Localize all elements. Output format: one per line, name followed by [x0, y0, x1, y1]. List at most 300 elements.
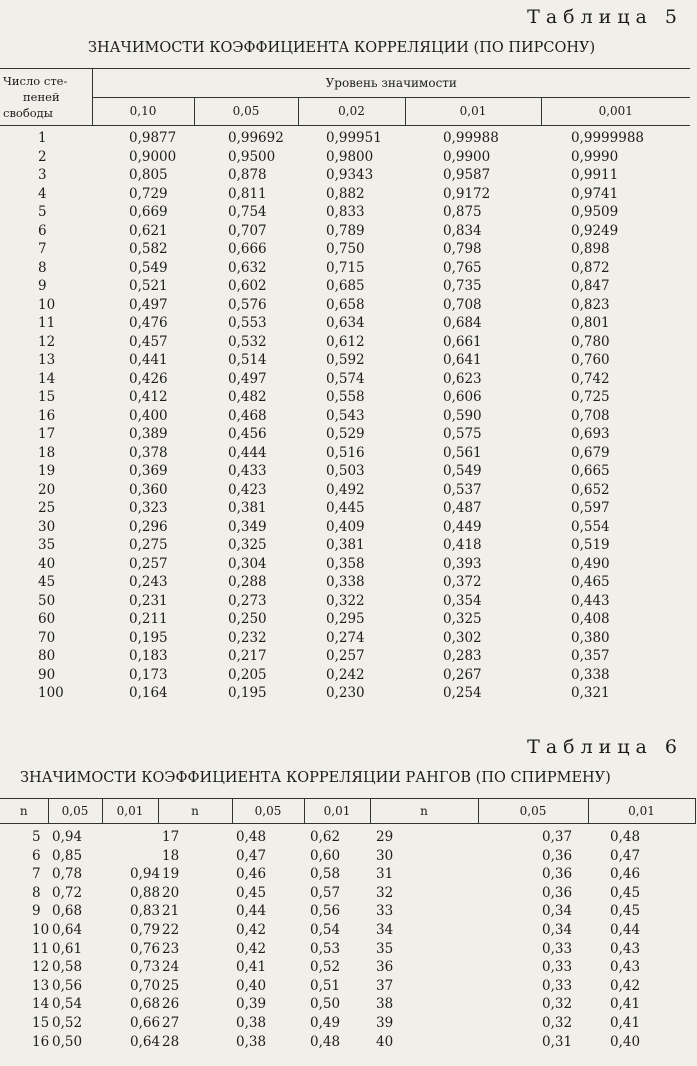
table-row: [0, 1033, 695, 1052]
critical-value-cell: 0,423: [228, 481, 267, 498]
critical-value-cell: 0,621: [129, 222, 168, 239]
critical-value-cell: 0,9500: [228, 148, 276, 165]
table-row: [0, 1014, 695, 1033]
n-cell: 37: [376, 977, 394, 994]
degrees-of-freedom-cell: 19: [38, 463, 56, 479]
critical-value-cell: 0,195: [228, 685, 267, 701]
critical-value-cell: 0,230: [326, 685, 365, 701]
critical-value-cell: 0,532: [228, 333, 267, 350]
n-cell: 14: [32, 996, 50, 1013]
n-cell: 25: [162, 977, 180, 994]
critical-value-cell: 0,257: [129, 555, 168, 572]
critical-value-cell: 0,53: [310, 940, 341, 957]
table-row: [0, 370, 690, 389]
critical-value-cell: 0,164: [129, 685, 168, 701]
critical-value-cell: 0,9000: [129, 148, 177, 165]
critical-value-cell: 0,360: [129, 481, 168, 498]
table-row: [0, 407, 690, 426]
table-row: [0, 240, 690, 259]
critical-value-cell: 0,503: [326, 463, 365, 479]
table-row: [0, 592, 690, 611]
n-cell: 35: [376, 940, 394, 957]
critical-value-cell: 0,519: [571, 537, 610, 553]
table-row: [0, 995, 695, 1014]
critical-value-cell: 0,173: [129, 666, 168, 683]
critical-value-cell: 0,754: [228, 204, 267, 220]
n-cell: 19: [162, 866, 180, 883]
critical-value-cell: 0,231: [129, 592, 168, 609]
critical-value-cell: 0,729: [129, 185, 168, 202]
critical-value-cell: 0,492: [326, 481, 365, 498]
critical-value-cell: 0,380: [571, 629, 610, 646]
n-cell: 21: [162, 903, 180, 920]
degrees-of-freedom-cell: 3: [38, 167, 47, 183]
critical-value-cell: 0,9877: [129, 130, 177, 146]
critical-value-cell: 0,56: [52, 977, 83, 994]
table-row: [0, 203, 690, 222]
degrees-of-freedom-cell: 5: [38, 204, 47, 220]
critical-value-cell: 0,358: [326, 555, 365, 572]
degrees-of-freedom-cell: 9: [38, 278, 47, 294]
n-cell: 15: [32, 1014, 50, 1031]
critical-value-cell: 0,41: [236, 959, 267, 976]
degrees-of-freedom-cell: 80: [38, 648, 56, 664]
critical-value-cell: 0,296: [129, 518, 168, 535]
critical-value-cell: 0,44: [610, 921, 641, 938]
critical-value-cell: 0,79: [130, 921, 161, 938]
critical-value-cell: 0,652: [571, 481, 610, 498]
degrees-of-freedom-cell: 45: [38, 574, 56, 590]
significance-level: 0,01: [102, 799, 158, 824]
critical-value-cell: 0,558: [326, 389, 365, 405]
critical-value-cell: 0,99692: [228, 130, 284, 146]
table-row: [0, 314, 690, 333]
critical-value-cell: 0,58: [310, 866, 341, 883]
critical-value-cell: 0,685: [326, 278, 365, 294]
critical-value-cell: 0,708: [571, 407, 610, 424]
critical-value-cell: 0,482: [228, 389, 267, 405]
critical-value-cell: 0,43: [610, 940, 641, 957]
critical-value-cell: 0,45: [610, 903, 641, 920]
critical-value-cell: 0,48: [310, 1033, 341, 1050]
critical-value-cell: 0,742: [571, 370, 610, 387]
n-header: n: [370, 799, 478, 824]
df-header: Число сте- пеней свободы: [0, 69, 92, 126]
critical-value-cell: 0,834: [443, 222, 482, 239]
table-row: [0, 902, 695, 921]
critical-value-cell: 0,393: [443, 555, 482, 572]
critical-value-cell: 0,553: [228, 315, 267, 331]
critical-value-cell: 0,465: [571, 574, 610, 590]
critical-value-cell: 0,409: [326, 518, 365, 535]
degrees-of-freedom-cell: 15: [38, 389, 56, 405]
critical-value-cell: 0,641: [443, 352, 482, 368]
spearman-table: [0, 798, 696, 1051]
n-cell: 26: [162, 996, 180, 1013]
critical-value-cell: 0,537: [443, 481, 482, 498]
table-row: [0, 573, 690, 592]
table-row: [0, 296, 690, 315]
n-header: n: [0, 799, 48, 824]
critical-value-cell: 0,43: [610, 959, 641, 976]
critical-value-cell: 0,257: [326, 648, 365, 664]
n-cell: 10: [32, 921, 50, 938]
table-row: [0, 847, 695, 866]
critical-value-cell: 0,33: [542, 977, 573, 994]
table-row: [0, 977, 695, 996]
critical-value-cell: 0,78: [52, 866, 83, 883]
critical-value-cell: 0,521: [129, 278, 168, 294]
degrees-of-freedom-cell: 40: [38, 555, 56, 572]
table-row: [0, 884, 695, 903]
critical-value-cell: 0,39: [236, 996, 267, 1013]
n-cell: 38: [376, 996, 394, 1013]
critical-value-cell: 0,811: [228, 185, 267, 202]
critical-value-cell: 0,823: [571, 296, 610, 313]
critical-value-cell: 0,36: [542, 866, 573, 883]
critical-value-cell: 0,9990: [571, 148, 619, 165]
critical-value-cell: 0,441: [129, 352, 168, 368]
critical-value-cell: 0,9172: [443, 185, 491, 202]
table-row: [0, 277, 690, 296]
degrees-of-freedom-cell: 30: [38, 518, 56, 535]
table-row: [0, 259, 690, 278]
critical-value-cell: 0,898: [571, 241, 610, 257]
n-cell: 12: [32, 959, 50, 976]
critical-value-cell: 0,288: [228, 574, 267, 590]
critical-value-cell: 0,457: [129, 333, 168, 350]
n-cell: 9: [32, 903, 41, 920]
critical-value-cell: 0,9741: [571, 185, 619, 202]
n-cell: 23: [162, 940, 180, 957]
critical-value-cell: 0,338: [326, 574, 365, 590]
critical-value-cell: 0,38: [236, 1033, 267, 1050]
critical-value-cell: 0,183: [129, 648, 168, 664]
critical-value-cell: 0,60: [310, 847, 341, 864]
critical-value-cell: 0,52: [52, 1014, 83, 1031]
critical-value-cell: 0,602: [228, 278, 267, 294]
critical-value-cell: 0,715: [326, 259, 365, 276]
critical-value-cell: 0,45: [236, 884, 267, 901]
critical-value-cell: 0,408: [571, 611, 610, 627]
critical-value-cell: 0,46: [236, 866, 267, 883]
degrees-of-freedom-cell: 16: [38, 407, 56, 424]
n-cell: 33: [376, 903, 394, 920]
critical-value-cell: 0,592: [326, 352, 365, 368]
critical-value-cell: 0,85: [52, 847, 83, 864]
n-cell: 13: [32, 977, 50, 994]
critical-value-cell: 0,623: [443, 370, 482, 387]
degrees-of-freedom-cell: 70: [38, 629, 56, 646]
critical-value-cell: 0,48: [236, 829, 267, 845]
critical-value-cell: 0,516: [326, 444, 365, 461]
critical-value-cell: 0,250: [228, 611, 267, 627]
table-row: [0, 518, 690, 537]
critical-value-cell: 0,433: [228, 463, 267, 479]
critical-value-cell: 0,40: [236, 977, 267, 994]
degrees-of-freedom-cell: 50: [38, 592, 56, 609]
critical-value-cell: 0,576: [228, 296, 267, 313]
critical-value-cell: 0,554: [571, 518, 610, 535]
critical-value-cell: 0,68: [52, 903, 83, 920]
n-cell: 24: [162, 959, 180, 976]
critical-value-cell: 0,9911: [571, 167, 619, 183]
n-cell: 7: [32, 866, 41, 883]
critical-value-cell: 0,381: [228, 500, 267, 516]
degrees-of-freedom-cell: 14: [38, 370, 56, 387]
critical-value-cell: 0,283: [443, 648, 482, 664]
critical-value-cell: 0,514: [228, 352, 267, 368]
critical-value-cell: 0,302: [443, 629, 482, 646]
n-cell: 18: [162, 847, 180, 864]
critical-value-cell: 0,37: [542, 829, 573, 845]
critical-value-cell: [102, 824, 158, 847]
table-row: [0, 629, 690, 648]
critical-value-cell: 0,378: [129, 444, 168, 461]
critical-value-cell: 0,847: [571, 278, 610, 294]
critical-value-cell: 0,61: [52, 940, 83, 957]
n-cell: 17: [162, 829, 180, 845]
critical-value-cell: 0,47: [610, 847, 641, 864]
table-row: [0, 444, 690, 463]
n-cell: 20: [162, 884, 180, 901]
critical-value-cell: 0,254: [443, 685, 482, 701]
degrees-of-freedom-cell: 25: [38, 500, 56, 516]
critical-value-cell: 0,50: [310, 996, 341, 1013]
critical-value-cell: 0,88: [130, 884, 161, 901]
critical-value-cell: 0,99988: [443, 130, 499, 146]
n-cell: 34: [376, 921, 394, 938]
critical-value-cell: 0,41: [610, 1014, 641, 1031]
critical-value-cell: 0,99951: [326, 130, 382, 146]
critical-value-cell: 0,57: [310, 884, 341, 901]
critical-value-cell: 0,805: [129, 167, 168, 183]
n-cell: 5: [32, 829, 41, 845]
critical-value-cell: 0,443: [571, 592, 610, 609]
critical-value-cell: 0,750: [326, 241, 365, 257]
critical-value-cell: 0,205: [228, 666, 267, 683]
critical-value-cell: 0,56: [310, 903, 341, 920]
significance-level: 0,10: [92, 97, 194, 126]
n-cell: 40: [376, 1033, 394, 1050]
significance-level-header: Уровень значимости: [92, 69, 690, 98]
n-cell: 30: [376, 847, 394, 864]
critical-value-cell: 0,549: [443, 463, 482, 479]
critical-value-cell: 0,36: [542, 884, 573, 901]
critical-value-cell: 0,33: [542, 940, 573, 957]
n-cell: 22: [162, 921, 180, 938]
critical-value-cell: 0,94: [52, 829, 83, 845]
critical-value-cell: 0,349: [228, 518, 267, 535]
critical-value-cell: 0,338: [571, 666, 610, 683]
degrees-of-freedom-cell: 90: [38, 666, 56, 683]
critical-value-cell: 0,789: [326, 222, 365, 239]
critical-value-cell: 0,304: [228, 555, 267, 572]
significance-level: 0,01: [304, 799, 370, 824]
n-cell: 36: [376, 959, 394, 976]
critical-value-cell: 0,780: [571, 333, 610, 350]
critical-value-cell: 0,50: [52, 1033, 83, 1050]
critical-value-cell: 0,41: [610, 996, 641, 1013]
critical-value-cell: 0,372: [443, 574, 482, 590]
critical-value-cell: 0,211: [129, 611, 168, 627]
table-row: [0, 536, 690, 555]
critical-value-cell: 0,68: [130, 996, 161, 1013]
table-row: [0, 555, 690, 574]
critical-value-cell: 0,9900: [443, 148, 491, 165]
critical-value-cell: 0,606: [443, 389, 482, 405]
critical-value-cell: 0,42: [236, 940, 267, 957]
critical-value-cell: 0,325: [228, 537, 267, 553]
critical-value-cell: 0,582: [129, 241, 168, 257]
n-cell: 16: [32, 1033, 50, 1050]
critical-value-cell: 0,426: [129, 370, 168, 387]
critical-value-cell: 0,735: [443, 278, 482, 294]
table-row: [0, 647, 690, 666]
critical-value-cell: 0,42: [610, 977, 641, 994]
critical-value-cell: 0,679: [571, 444, 610, 461]
critical-value-cell: 0,708: [443, 296, 482, 313]
critical-value-cell: 0,575: [443, 426, 482, 442]
critical-value-cell: 0,456: [228, 426, 267, 442]
critical-value-cell: 0,94: [130, 866, 161, 883]
critical-value-cell: 0,48: [610, 829, 641, 845]
degrees-of-freedom-cell: 12: [38, 333, 56, 350]
critical-value-cell: 0,32: [542, 996, 573, 1013]
degrees-of-freedom-cell: 35: [38, 537, 56, 553]
table-row: [0, 865, 695, 884]
degrees-of-freedom-cell: 100: [38, 685, 64, 701]
critical-value-cell: 0,590: [443, 407, 482, 424]
n-header: n: [158, 799, 232, 824]
significance-level: 0,001: [541, 97, 690, 126]
critical-value-cell: 0,354: [443, 592, 482, 609]
critical-value-cell: 0,543: [326, 407, 365, 424]
critical-value-cell: 0,666: [228, 241, 267, 257]
critical-value-cell: 0,66: [130, 1014, 161, 1031]
n-cell: 29: [376, 829, 394, 845]
critical-value-cell: 0,561: [443, 444, 482, 461]
critical-value-cell: 0,801: [571, 315, 610, 331]
degrees-of-freedom-cell: 20: [38, 481, 56, 498]
critical-value-cell: 0,273: [228, 592, 267, 609]
table-row: [0, 684, 690, 703]
critical-value-cell: 0,661: [443, 333, 482, 350]
critical-value-cell: 0,833: [326, 204, 365, 220]
critical-value-cell: 0,321: [571, 685, 610, 701]
table-row: [0, 425, 690, 444]
critical-value-cell: 0,32: [542, 1014, 573, 1031]
n-cell: 28: [162, 1033, 180, 1050]
critical-value-cell: 0,875: [443, 204, 482, 220]
critical-value-cell: 0,357: [571, 648, 610, 664]
table6-title: ЗНАЧИМОСТИ КОЭФФИЦИЕНТА КОРРЕЛЯЦИИ РАНГОВ (ПО СПИРМЕНУ): [20, 770, 611, 786]
degrees-of-freedom-cell: 1: [38, 130, 47, 146]
degrees-of-freedom-cell: 4: [38, 185, 47, 202]
critical-value-cell: 0,549: [129, 259, 168, 276]
critical-value-cell: 0,665: [571, 463, 610, 479]
critical-value-cell: 0,684: [443, 315, 482, 331]
critical-value-cell: 0,73: [130, 959, 161, 976]
critical-value-cell: 0,323: [129, 500, 168, 516]
significance-level: 0,05: [194, 97, 298, 126]
degrees-of-freedom-cell: 18: [38, 444, 56, 461]
critical-value-cell: 0,725: [571, 389, 610, 405]
n-cell: 39: [376, 1014, 394, 1031]
critical-value-cell: 0,76: [130, 940, 161, 957]
critical-value-cell: 0,476: [129, 315, 168, 331]
critical-value-cell: 0,9999988: [571, 130, 645, 146]
critical-value-cell: 0,40: [610, 1033, 641, 1050]
degrees-of-freedom-cell: 6: [38, 222, 47, 239]
critical-value-cell: 0,9800: [326, 148, 374, 165]
critical-value-cell: 0,369: [129, 463, 168, 479]
critical-value-cell: 0,872: [571, 259, 610, 276]
critical-value-cell: 0,444: [228, 444, 267, 461]
critical-value-cell: 0,9343: [326, 167, 374, 183]
critical-value-cell: 0,72: [52, 884, 83, 901]
critical-value-cell: 0,83: [130, 903, 161, 920]
significance-level: 0,02: [298, 97, 405, 126]
degrees-of-freedom-cell: 60: [38, 611, 56, 627]
degrees-of-freedom-cell: 17: [38, 426, 56, 442]
significance-level: 0,01: [405, 97, 541, 126]
critical-value-cell: 0,529: [326, 426, 365, 442]
critical-value-cell: 0,389: [129, 426, 168, 442]
critical-value-cell: 0,62: [310, 829, 341, 845]
critical-value-cell: 0,882: [326, 185, 365, 202]
table-row: [0, 666, 690, 685]
critical-value-cell: 0,9249: [571, 222, 619, 239]
degrees-of-freedom-cell: 2: [38, 148, 47, 165]
critical-value-cell: [102, 847, 158, 866]
critical-value-cell: 0,9587: [443, 167, 491, 183]
critical-value-cell: 0,798: [443, 241, 482, 257]
critical-value-cell: 0,295: [326, 611, 365, 627]
significance-level: 0,01: [588, 799, 695, 824]
critical-value-cell: 0,44: [236, 903, 267, 920]
critical-value-cell: 0,49: [310, 1014, 341, 1031]
critical-value-cell: 0,242: [326, 666, 365, 683]
critical-value-cell: 0,232: [228, 629, 267, 646]
critical-value-cell: 0,195: [129, 629, 168, 646]
table-row: [0, 126, 690, 148]
critical-value-cell: 0,878: [228, 167, 267, 183]
critical-value-cell: 0,612: [326, 333, 365, 350]
n-cell: 31: [376, 866, 394, 883]
n-cell: 6: [32, 847, 41, 864]
table-row: [0, 824, 695, 847]
critical-value-cell: 0,34: [542, 921, 573, 938]
table-row: [0, 333, 690, 352]
n-cell: 8: [32, 884, 41, 901]
critical-value-cell: 0,54: [310, 921, 341, 938]
critical-value-cell: 0,46: [610, 866, 641, 883]
critical-value-cell: 0,64: [52, 921, 83, 938]
table-row: [0, 185, 690, 204]
critical-value-cell: 0,36: [542, 847, 573, 864]
table-row: [0, 499, 690, 518]
critical-value-cell: 0,487: [443, 500, 482, 516]
critical-value-cell: 0,669: [129, 204, 168, 220]
degrees-of-freedom-cell: 7: [38, 241, 47, 257]
table6-caption: Таблица 6: [527, 736, 683, 758]
critical-value-cell: 0,51: [310, 977, 341, 994]
critical-value-cell: 0,574: [326, 370, 365, 387]
critical-value-cell: 0,325: [443, 611, 482, 627]
significance-level: 0,05: [232, 799, 304, 824]
critical-value-cell: 0,707: [228, 222, 267, 239]
